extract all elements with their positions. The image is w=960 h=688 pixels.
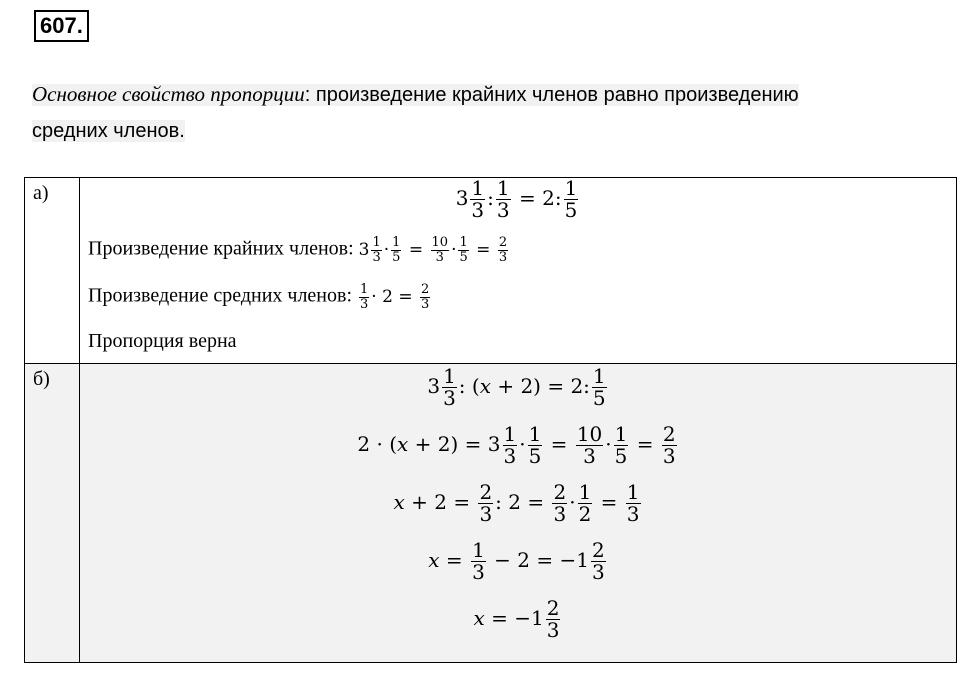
part-a-extremes-line: Произведение крайних членов: 3 $\frac{1}{3}$ · $\frac{1}{5}$ = $\frac{10}{3}$ · $\frac{1}{5}$ = $\frac{2}{3}$ [88, 235, 508, 265]
rule-text: произведение крайних членов равно произведению средних членов. [32, 84, 799, 142]
part-a-conclusion: Пропорция верна [88, 330, 237, 352]
rule-statement: Основное свойство пропорции: произведение крайних членов равно произведению средних членов. [32, 82, 799, 142]
solution-table [24, 177, 957, 663]
task-number: 607. [34, 10, 89, 42]
rule-term: Основное свойство пропорции [32, 82, 305, 106]
part-b-body [80, 364, 957, 663]
part-b-equation-4: x = $\frac{1}{3}$ − 2 = −1 $\frac{2}{3}$ [428, 538, 605, 584]
part-a-means-line: Произведение средних членов: $\frac{1}{3}$ · 2 = $\frac{2}{3}$ [88, 282, 430, 312]
part-b-equation-1: 3 $\frac{1}{3}$ : (x + 2) = 2: $\frac{1}{5}$ [427, 364, 606, 410]
part-b-equation-2: 2 · (x + 2) = 3 $\frac{1}{3}$ · $\frac{1}{5}$ = $\frac{10}{3}$ · $\frac{1}{5}$ = $\frac{2}{3}$ [357, 422, 676, 468]
part-a-label: а) [25, 178, 80, 364]
part-a-proportion: 3 $\frac{1}{3}$ : $\frac{1}{3}$ = 2: $\frac{1}{5}$ [455, 176, 578, 222]
part-a-body [80, 178, 957, 364]
part-b-row [25, 364, 957, 663]
part-b-label: б) [25, 364, 80, 663]
part-b-equation-5: x = −1 $\frac{2}{3}$ [473, 596, 560, 642]
part-b-equation-3: x + 2 = $\frac{2}{3}$ : 2 = $\frac{2}{3}$ · $\frac{1}{2}$ = $\frac{1}{3}$ [393, 480, 640, 526]
part-a-row [25, 178, 957, 364]
